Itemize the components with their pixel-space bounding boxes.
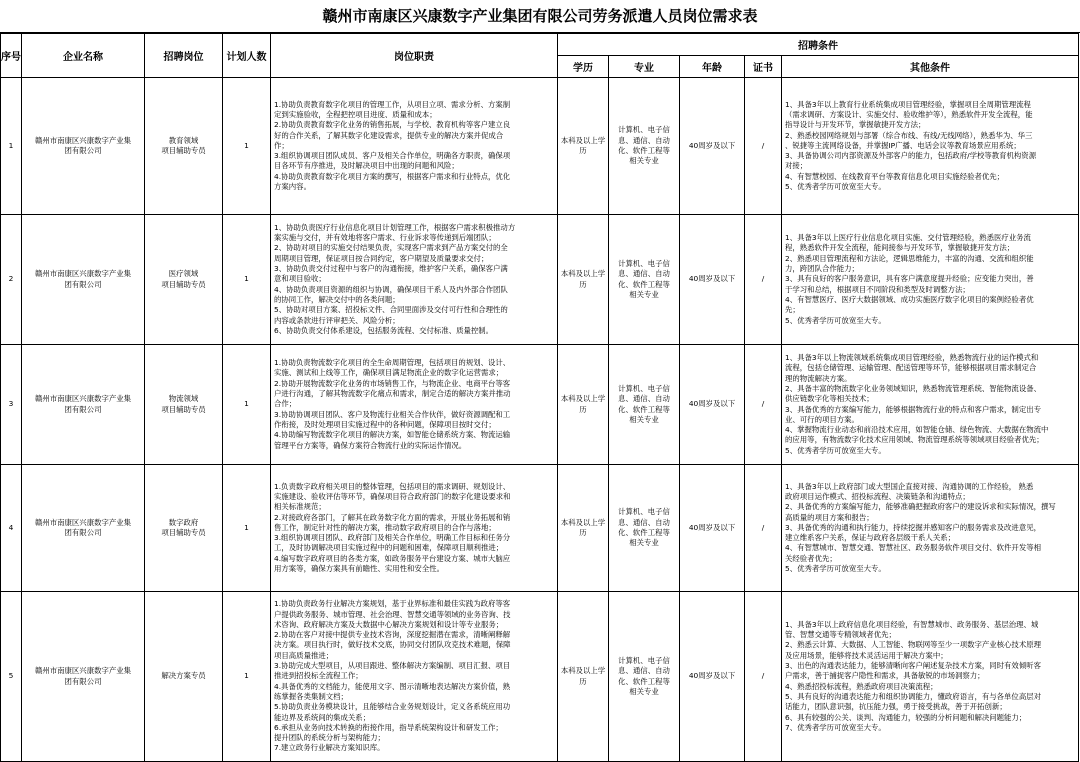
duty-line: 目各环节有序推进，及时解决项目中出现的问题和风险； <box>274 161 459 171</box>
duty-line: 案实施与交付，并有效地将客户需求、行业诉求等传递到后端团队； <box>274 233 496 243</box>
table-row <box>1 215 1079 345</box>
duty-line: 1.协助负责物流数字化项目的全生命周期管理，包括项目的规划、设计、 <box>274 358 511 368</box>
other-line: 1、具备3年以上政府部门或大型国企直接对接、沟通协调的工作经验， 熟悉 <box>785 481 1034 491</box>
duty-line: 作； <box>274 140 289 150</box>
other-line: 流程，包括仓储管理、运输管理、配送管理等环节，能够根据项目需求制定合 <box>785 363 1037 373</box>
other-line: 2、熟悉云计算、大数据、人工智能、物联网等至少一项数字产业核心技术原理 <box>785 640 1041 650</box>
post-line: 解决方案专员 <box>161 671 206 681</box>
duty-line: 的协同工作，解决交付中的各类问题； <box>274 294 400 304</box>
duty-line: 1.协助负责政务行业解决方案规划，基于业界标准和最佳实践为政府等客 <box>274 599 511 609</box>
edu-cell: 本科及以上学历 <box>558 345 609 465</box>
header-post: 招聘岗位 <box>145 34 223 78</box>
major-line: 息、通信、自动 <box>618 394 670 404</box>
edu-cell: 本科及以上学历 <box>558 215 609 345</box>
duty-line: 好的合作关系，了解其数字化建设需求，提供专业的解决方案并促成合 <box>274 130 504 140</box>
company-cell <box>22 592 145 762</box>
post-cell <box>145 592 223 762</box>
major-line: 相关专业 <box>629 289 659 299</box>
duty-line: 4.协助编写物流数字化项目的解决方案，如智能仓储系统方案、物流运输 <box>274 430 511 440</box>
duty-line: 3.协助协调项目团队、客户及物流行业相关合作伙伴，做好资源调配和工 <box>274 409 511 419</box>
duty-line: 3.协助完成大型项目，从项目跟进、整体解决方案编制、项目汇报、项目 <box>274 661 511 671</box>
age-cell: 40周岁及以下 <box>680 78 745 215</box>
duty-line: 工，及时协调解决项目实施过程中的问题和困难，保障项目顺利推进； <box>274 543 504 553</box>
other-line: 户需求，善于捕捉客户隐性和需求，具备敏锐的市场洞察力； <box>785 671 985 681</box>
cert-cell: / <box>745 592 782 762</box>
company-line: 赣州市南康区兴康数字产业集 <box>34 135 132 145</box>
duty-line: 提升团队的系统分析与架构能力； <box>274 733 385 743</box>
count-cell: 1 <box>223 592 271 762</box>
duty-line: 3、协助负责交付过程中与客户的沟通衔接，维护客户关系，确保客户满 <box>274 264 508 274</box>
edu-cell: 本科及以上学历 <box>558 592 609 762</box>
post-cell <box>145 215 223 345</box>
major-line: 息、通信、自动 <box>618 135 670 145</box>
major-line: 息、通信、自动 <box>618 517 670 527</box>
other-line: 于学习和总结，根据项目不同阶段和类型及时调整方法； <box>785 284 970 294</box>
header-major: 专业 <box>609 56 680 78</box>
cert-cell: / <box>745 215 782 345</box>
duty-line: 相关标准规范； <box>274 502 326 512</box>
major-line: 化、软件工程等 <box>618 404 670 414</box>
major-line: 化、软件工程等 <box>618 676 670 686</box>
duty-line: 6、协助负责交付体系建设，包括服务流程、交付标准、质量控制。 <box>274 325 494 335</box>
company-line: 团有限公司 <box>64 404 102 414</box>
header-duty: 岗位职责 <box>271 34 558 78</box>
age-cell: 40周岁及以下 <box>680 465 745 592</box>
major-line: 计算机、电子信 <box>618 125 670 135</box>
major-line: 化、软件工程等 <box>618 279 670 289</box>
other-line: 5、具有良好的沟通表达能力和组织协调能力，懂政府语言，有与各单位高层对 <box>785 691 1041 701</box>
duty-line: 1、协助负责医疗行业信息化项目计划管理工作，根据客户需求积极推动方 <box>274 222 516 232</box>
seq-cell: 5 <box>1 592 22 762</box>
post-cell <box>145 345 223 465</box>
duty-line: 2、协助对项目的实施交付结果负责，实现客户需求到产品方案交付的全 <box>274 243 508 253</box>
other-line: 6、具有较强的公关、谈判、沟通能力，较强的分析问题和解决问题能力； <box>785 712 1027 722</box>
major-line: 息、通信、自动 <box>618 666 670 676</box>
count-cell: 1 <box>223 78 271 215</box>
other-line: 4、有智慧城市、智慧交通、智慧社区、政务服务软件项目交付、软件开发等相 <box>785 543 1041 553</box>
duty-line: 5、协助对项目方案、招投标文件、合同里面涉及交付可行性和合理性的 <box>274 305 508 315</box>
major-line: 计算机、电子信 <box>618 655 670 665</box>
post-line: 项目辅助专员 <box>161 279 206 289</box>
company-cell <box>22 78 145 215</box>
other-line: 2、具备丰富的物流数字化业务领域知识，熟悉物流管理系统、智能物流设备、 <box>785 383 1041 393</box>
header-count: 计划人数 <box>223 34 271 78</box>
duty-line: 项目高质量推进； <box>274 650 334 660</box>
company-line: 团有限公司 <box>64 279 102 289</box>
duty-line: 4.编写数字政府项目的各类方案，如政务服务平台建设方案、城市大脑应 <box>274 553 511 563</box>
other-cell <box>782 345 1079 465</box>
table-body <box>1 78 1079 762</box>
duty-line: 6.承担从业务向技术转换的衔接作用，指导系统架构设计和研发工作； <box>274 722 503 732</box>
duty-line: 2.协助负责教育数字化业务的销售拓展，与学校、教育机构等客户建立良 <box>274 120 511 130</box>
edu-cell: 本科及以上学历 <box>558 465 609 592</box>
duty-line: 能边界及系统间的集成关系； <box>274 712 371 722</box>
post-cell <box>145 465 223 592</box>
post-cell <box>145 78 223 215</box>
header-edu: 学历 <box>558 56 609 78</box>
other-line: 5、优秀者学历可放宽至大专。 <box>785 445 886 455</box>
duty-line: 定到实施验收，全程把控项目进度、质量和成本； <box>274 109 437 119</box>
duty-line: 7.建立政务行业解决方案知识库。 <box>274 743 385 753</box>
other-line: 的应用等，有物流数字化技术应用领域、物流管理系统等领域项目经验者优先； <box>785 435 1044 445</box>
post-line: 医疗领域 <box>168 269 199 279</box>
header-seq: 序号 <box>1 34 22 78</box>
duty-line: 3.组织协调项目团队、政府部门及相关合作单位，明确工作目标和任务分 <box>274 533 511 543</box>
other-line: 力，跨团队合作能力； <box>785 264 859 274</box>
duty-line: 周期项目管理，保证项目按合同约定，客户期望及质量要求交付； <box>274 253 489 263</box>
major-line: 计算机、电子信 <box>618 507 670 517</box>
duty-line: 售工作，制定针对性的解决方案，推动数字政府项目的合作与落地； <box>274 522 496 532</box>
duty-cell <box>271 592 558 762</box>
duty-line: 4.具备优秀的文档能力，能使用文字、图示清晰地表达解决方案价值，熟 <box>274 681 511 691</box>
post-line: 数字政府 <box>168 517 199 527</box>
table-row <box>1 345 1079 465</box>
duty-line: 内容或条款进行评审把关、风险分析； <box>274 315 400 325</box>
sheet-title: 赣州市南康区兴康数字产业集团有限公司劳务派遣人员岗位需求表 <box>0 0 1080 33</box>
major-cell <box>609 215 680 345</box>
other-cell <box>782 465 1079 592</box>
edu-cell: 本科及以上学历 <box>558 78 609 215</box>
duty-line: 作衔接，及时处理项目实施过程中的各种问题，保障项目按时交付； <box>274 419 496 429</box>
other-line: 建立维系客户关系，保证与政府各层级干系人关系； <box>785 533 955 543</box>
header-company: 企业名称 <box>22 34 145 78</box>
other-line: 3、具备优秀的沟通和执行能力，持续挖掘并感知客户的服务需求及改进意见， <box>785 522 1041 532</box>
other-line: 政府项目运作模式、招投标流程、决策链条和沟通特点； <box>785 491 970 501</box>
duty-cell <box>271 465 558 592</box>
major-line: 化、软件工程等 <box>618 528 670 537</box>
other-cell <box>782 592 1079 762</box>
age-cell: 40周岁及以下 <box>680 592 745 762</box>
other-line: 1、具备3年以上物流领域系统集成项目管理经验，熟悉物流行业的运作模式和 <box>785 353 1039 363</box>
header-conditions: 招聘条件 <box>558 34 1079 56</box>
other-line: 3、具有良好的客户服务意识，具有客户满意度提升经验；应变能力突出，善 <box>785 274 1034 284</box>
seq-cell: 4 <box>1 465 22 592</box>
other-line: 1、具备3年以上教育行业系统集成项目管理经验，掌握项目全周期管理流程 <box>785 99 1031 109</box>
major-cell <box>609 592 680 762</box>
duty-line: 练掌握各类集制文档； <box>274 691 348 701</box>
duty-line: 术咨询、政府解决方案及大数据中心解决方案规划和设计等专业服务； <box>274 619 504 629</box>
company-line: 赣州市南康区兴康数字产业集 <box>34 666 132 676</box>
other-line: 3、具备优秀的方案编写能力，能够根据物流行业的特点和客户需求，制定出专 <box>785 404 1041 414</box>
other-line: 5、优秀者学历可放宽至大专。 <box>785 182 886 192</box>
other-line: 4、熟悉招投标流程，熟悉政府项目决策流程； <box>785 681 938 691</box>
other-line: 话能力，团队意识强，抗压能力强，勇于接受挑战，善于开拓创新； <box>785 702 1007 712</box>
other-line: 4、掌握物流行业动态和前沿技术应用，如智能仓储、绿色物流、大数据在物流中 <box>785 425 1049 435</box>
duty-cell <box>271 215 558 345</box>
count-cell: 1 <box>223 465 271 592</box>
header-other: 其他条件 <box>782 56 1079 78</box>
major-cell <box>609 78 680 215</box>
cert-cell: / <box>745 78 782 215</box>
age-cell: 40周岁及以下 <box>680 215 745 345</box>
table-row <box>1 78 1079 215</box>
table-row <box>1 592 1079 762</box>
duty-line: 管理平台方案等，确保方案符合物流行业的实际运作情况。 <box>274 440 467 450</box>
company-cell <box>22 215 145 345</box>
post-line: 物流领域 <box>168 394 199 404</box>
duty-cell <box>271 345 558 465</box>
duty-line: 2.协助开展物流数字化业务的市场销售工作，与物流企业、电商平台等客 <box>274 378 511 388</box>
age-cell: 40周岁及以下 <box>680 345 745 465</box>
other-line: 1、具备3年以上医疗行业信息化项目实施、交付管理经验，熟悉医疗业务流 <box>785 233 1031 243</box>
major-line: 计算机、电子信 <box>618 383 670 393</box>
duty-line: 3.组织协调项目团队成员、客户及相关合作单位，明确各方职责，确保项 <box>274 151 511 161</box>
other-line: 5、优秀者学历可放宽至大专。 <box>785 564 886 574</box>
company-line: 团有限公司 <box>64 146 102 155</box>
post-line: 项目辅助专员 <box>161 528 206 537</box>
other-line: 2、熟悉校园网络规划与部署（综合布线、有线/无线网络），熟悉华为、华三 <box>785 130 1033 140</box>
company-line: 赣州市南康区兴康数字产业集 <box>34 517 132 527</box>
major-line: 相关专业 <box>629 156 659 166</box>
header-age: 年龄 <box>680 56 745 78</box>
company-line: 团有限公司 <box>64 676 102 686</box>
post-line: 教育领域 <box>168 135 199 145</box>
duty-line: 决方案。项目执行时，做好技术交底，协同交付团队攻克技术难题，保障 <box>274 640 511 650</box>
other-line: 3、具备协调公司内部资源及外部客户的能力，包括政府/学校等教育机构资源 <box>785 151 1037 161</box>
other-line: 5、优秀者学历可放宽至大专。 <box>785 315 886 325</box>
other-line: 高质量的项目方案和报告； <box>785 512 874 522</box>
duty-line: 4.协助负责教育数字化项目方案的撰写，根据客户需求和行业特点，优化 <box>274 171 511 181</box>
header-cert: 证书 <box>745 56 782 78</box>
other-line: 2、熟悉项目管理流程和方法论，逻辑思维能力，丰富的沟通、交流和组织能 <box>785 253 1034 263</box>
duty-line: 实施建设、验收评估等环节，确保项目符合政府部门的数字化建设要求和 <box>274 491 511 501</box>
other-line: （需求调研、方案设计、实施交付、验收维护等），熟悉软件开发全流程，能 <box>785 109 1033 119</box>
company-line: 团有限公司 <box>64 528 102 537</box>
duty-line: 实施、测试和上线等工作，确保项目满足物流企业的数字化运营需求； <box>274 368 504 378</box>
duty-cell <box>271 78 558 215</box>
other-cell <box>782 78 1079 215</box>
post-line: 项目辅助专员 <box>161 404 206 414</box>
major-cell <box>609 345 680 465</box>
other-line: 4、有智慧医疗、医疗大数据领域、成功实施医疗数字化项目的案例经验者优 <box>785 294 1034 304</box>
duty-line: 1.负责数字政府相关项目的整体管理，包括项目的需求调研、规划设计、 <box>274 481 511 491</box>
other-line: 理的物流解决方案。 <box>785 373 852 383</box>
cert-cell: / <box>745 345 782 465</box>
other-line: 指导设计与开发环节，掌握敏捷开发方法； <box>785 120 926 130</box>
duty-line: 推进到招投标全流程工作； <box>274 671 363 681</box>
other-line: 先； <box>785 305 800 315</box>
duty-line: 用方案等，确保方案具有前瞻性、实用性和安全性。 <box>274 564 444 574</box>
other-line: 对接； <box>785 161 808 171</box>
other-line: 关经验者优先； <box>785 553 837 563</box>
count-cell: 1 <box>223 215 271 345</box>
duty-line: 5.协助负责业务模块设计，且能够结合业务规划设计，定义各系统应用功 <box>274 702 511 712</box>
major-line: 化、软件工程等 <box>618 146 670 155</box>
other-line: 管、智慧交通等专精领域者优先； <box>785 630 896 640</box>
company-cell <box>22 345 145 465</box>
other-line: 7、优秀者学历可放宽至大专。 <box>785 722 886 732</box>
other-line: 1、具备3年以上政府信息化项目经验，有智慧城市、政务服务、基层治理、城 <box>785 619 1039 629</box>
seq-cell: 3 <box>1 345 22 465</box>
duty-line: 意和项目验收； <box>274 274 326 284</box>
duty-line: 2.协助在客户对接中提供专业技术咨询，深度挖掘潜在需求，清晰阐释解 <box>274 630 511 640</box>
duty-line: 户进行沟通，了解其物流数字化痛点和需求，制定合适的解决方案并推动 <box>274 389 511 399</box>
duty-line: 2.对接政府各部门，了解其在政务数字化方面的需求，开展业务拓展和销 <box>274 512 511 522</box>
other-line: 及应用场景，能够将技术灵活运用于解决方案中； <box>785 650 948 660</box>
job-table <box>0 33 1079 762</box>
other-line: 3、出色的沟通表达能力，能够清晰向客户阐述复杂技术方案，同时有效倾听客 <box>785 661 1041 671</box>
other-line: 2、具备优秀的方案编写能力，能够准确把握政府客户的建设诉求和实际情况，撰写 <box>785 502 1056 512</box>
duty-line: 4、协助负责项目资源的组织与协调，确保项目干系人及内外部合作团队 <box>274 284 508 294</box>
seq-cell: 1 <box>1 78 22 215</box>
other-line: 4、有智慧校园、在线教育平台等教育信息化项目实施经验者优先； <box>785 171 1005 181</box>
company-line: 赣州市南康区兴康数字产业集 <box>34 269 132 279</box>
post-line: 项目辅助专员 <box>161 146 206 155</box>
other-line: 程，熟悉软件开发全流程，能间接参与开发环节，掌握敏捷开发方法； <box>785 243 1015 253</box>
seq-cell: 2 <box>1 215 22 345</box>
major-line: 相关专业 <box>629 538 659 548</box>
duty-line: 1.协助负责教育数字化项目的管理工作，从项目立项、需求分析、方案制 <box>274 99 511 109</box>
major-line: 息、通信、自动 <box>618 269 670 279</box>
company-line: 赣州市南康区兴康数字产业集 <box>34 394 132 404</box>
count-cell: 1 <box>223 345 271 465</box>
duty-line: 合作； <box>274 399 297 409</box>
duty-line: 户提供政务服务、城市管理、社会治理、智慧交通等领域的业务咨询、技 <box>274 609 511 619</box>
major-line: 相关专业 <box>629 414 659 424</box>
other-line: 业、可行的项目方案。 <box>785 414 859 424</box>
major-line: 计算机、电子信 <box>618 258 670 268</box>
major-cell <box>609 465 680 592</box>
other-line: 供应链数字化等相关技术； <box>785 394 874 404</box>
other-line: 、锐捷等主流网络设备，并掌握IP广播、电话会议等教育场景应用系统； <box>785 140 1021 150</box>
other-cell <box>782 215 1079 345</box>
company-cell <box>22 465 145 592</box>
duty-line: 方案内容。 <box>274 182 311 192</box>
cert-cell: / <box>745 465 782 592</box>
table-row <box>1 465 1079 592</box>
major-line: 相关专业 <box>629 686 659 696</box>
